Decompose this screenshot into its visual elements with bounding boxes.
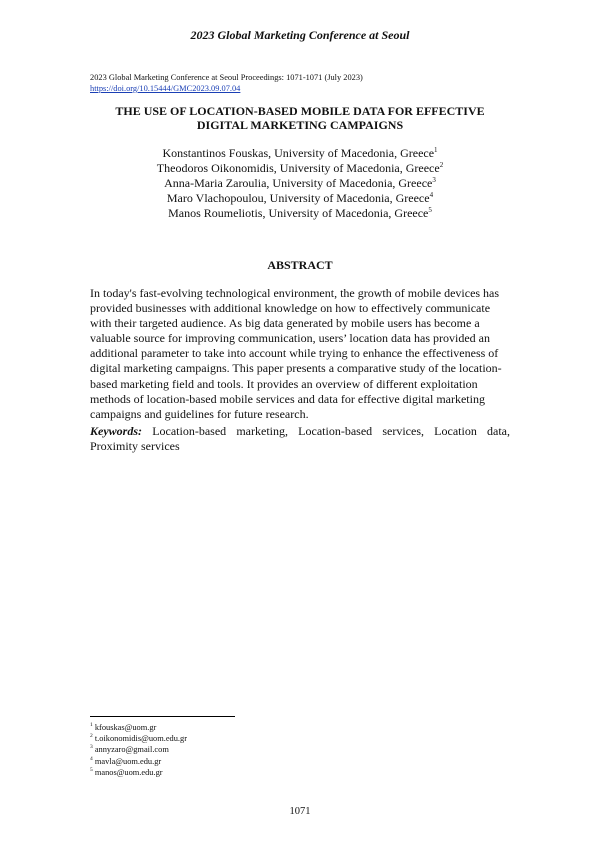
abstract-body bbox=[90, 286, 510, 422]
author-line bbox=[90, 191, 510, 206]
footnote-marker: 4 bbox=[90, 755, 93, 762]
conference-header: 2023 Global Marketing Conference at Seoul bbox=[190, 28, 410, 42]
keywords bbox=[90, 424, 510, 454]
author-line bbox=[90, 206, 510, 221]
abstract-heading: ABSTRACT bbox=[267, 258, 333, 272]
footnote-item bbox=[90, 756, 390, 767]
title-line-2: DIGITAL MARKETING CAMPAIGNS bbox=[196, 118, 404, 132]
author-name: Maro Vlachopoulou, University of Macedonia, Greece bbox=[166, 191, 430, 205]
footnote-email: mavla@uom.edu.gr bbox=[94, 756, 162, 766]
author-name: Manos Roumeliotis, University of Macedonia, Greece bbox=[168, 206, 429, 220]
proceedings-info bbox=[90, 72, 510, 94]
footnote-email: kfouskas@uom.gr bbox=[94, 723, 157, 732]
abstract-line: additional parameter to take into account while trying to enhance the effectiveness of bbox=[90, 346, 499, 361]
author-list bbox=[90, 146, 510, 221]
footnote-marker: 3 bbox=[90, 744, 93, 751]
keywords-text: Location-based marketing, Location-based services, Location data, Proximity services bbox=[90, 424, 510, 453]
footnote-item bbox=[90, 722, 390, 733]
title-line-1: THE USE OF LOCATION-BASED MOBILE DATA FOR EFFECTIVE bbox=[115, 104, 485, 118]
author-name: Theodoros Oikonomidis, University of Macedonia, Greece bbox=[156, 161, 440, 175]
footnote-item bbox=[90, 767, 390, 778]
author-line bbox=[90, 146, 510, 161]
footnote-marker: 2 bbox=[90, 733, 93, 740]
abstract-line: provided businesses with additional knowledge on how to effectively communicate bbox=[90, 301, 491, 316]
footnote-marker: 2 bbox=[439, 161, 444, 169]
author-name: Konstantinos Fouskas, University of Macedonia, Greece bbox=[162, 146, 435, 160]
footnote-item bbox=[90, 733, 390, 744]
author-line bbox=[90, 161, 510, 176]
footnote-email: t.oikonomidis@uom.edu.gr bbox=[94, 734, 188, 744]
abstract-line: methods of location-based mobile services and data for effective digital marketing bbox=[90, 391, 485, 406]
author-name: Anna-Maria Zaroulia, University of Macedonia, Greece bbox=[164, 176, 433, 190]
abstract-line: campaigns and guidelines for future research. bbox=[90, 406, 309, 421]
abstract-line: with their targeted audience. As big data generated by mobile users has become a bbox=[90, 316, 480, 331]
footnote-email: manos@uom.edu.gr bbox=[94, 767, 163, 777]
footnote-divider bbox=[90, 716, 235, 717]
abstract-line: digital marketing campaigns. This paper presents a comparative study of the location- bbox=[90, 361, 502, 376]
abstract-line: In today's fast-evolving technological environment, the growth of mobile devices has bbox=[90, 286, 500, 300]
author-line bbox=[90, 176, 510, 191]
abstract-line: based marketing field and tools. It provides an overview of different exploitation bbox=[90, 376, 478, 391]
paper-title bbox=[90, 104, 510, 132]
footnotes bbox=[90, 722, 390, 778]
footnote-marker: 4 bbox=[429, 191, 434, 199]
doi-link[interactable]: https://doi.org/10.15444/GMC2023.09.07.04 bbox=[90, 84, 241, 93]
page-number: 1071 bbox=[289, 806, 311, 817]
proceedings-citation: 2023 Global Marketing Conference at Seoul Proceedings: 1071-1071 (July 2023) bbox=[90, 73, 363, 82]
footnote-marker: 1 bbox=[434, 146, 438, 154]
footnote-marker: 5 bbox=[428, 206, 432, 214]
keywords-label: Keywords: bbox=[90, 424, 142, 438]
footnote-marker: 5 bbox=[90, 767, 93, 774]
footnote-email: annyzaro@gmail.com bbox=[94, 745, 169, 755]
footnote-item bbox=[90, 744, 390, 755]
footnote-marker: 3 bbox=[432, 176, 436, 184]
abstract-line: valuable source for improving communication, users’ location data has provided an bbox=[90, 331, 490, 346]
footnote-marker: 1 bbox=[90, 722, 93, 729]
